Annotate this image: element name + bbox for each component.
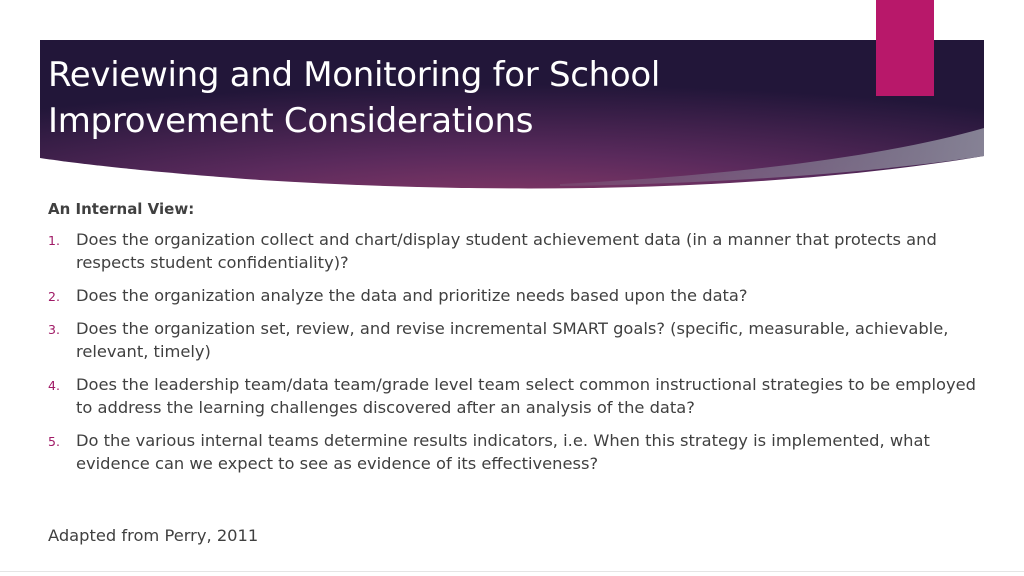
title-line-1: Reviewing and Monitoring for School	[48, 55, 661, 95]
list-item	[48, 317, 988, 363]
slide-content	[48, 198, 988, 485]
list-number: 1.	[48, 233, 60, 248]
accent-tab	[876, 0, 934, 96]
list-item	[48, 373, 988, 419]
list-item-text: Do the various internal teams determine results indicators, i.e. When this strategy is implemented, what evidence can we expect to see as evidence of its effectiveness?	[76, 431, 930, 473]
subheading: An Internal View:	[48, 200, 195, 218]
list-item-text: Does the organization analyze the data and prioritize needs based upon the data?	[76, 286, 748, 305]
list-number: 4.	[48, 378, 60, 393]
list-item-text: Does the organization set, review, and revise incremental SMART goals? (specific, measurable, achievable, relevant, timely)	[76, 319, 949, 361]
list-number: 3.	[48, 322, 60, 337]
bottom-divider	[0, 571, 1024, 572]
list-item-text: Does the organization collect and chart/display student achievement data (in a manner that protects and respects student confidentiality)?	[76, 230, 937, 272]
list-item-text: Does the leadership team/data team/grade level team select common instructional strategies to be employed to address the learning challenges discovered after an analysis of the data?	[76, 375, 976, 417]
title-line-2: Improvement Considerations	[48, 101, 534, 141]
list-item	[48, 228, 988, 274]
list-number: 5.	[48, 434, 60, 449]
slide-title	[48, 52, 848, 144]
list-item	[48, 284, 988, 307]
list-item	[48, 429, 988, 475]
citation: Adapted from Perry, 2011	[48, 526, 259, 545]
list-number: 2.	[48, 289, 60, 304]
numbered-list	[48, 228, 988, 475]
